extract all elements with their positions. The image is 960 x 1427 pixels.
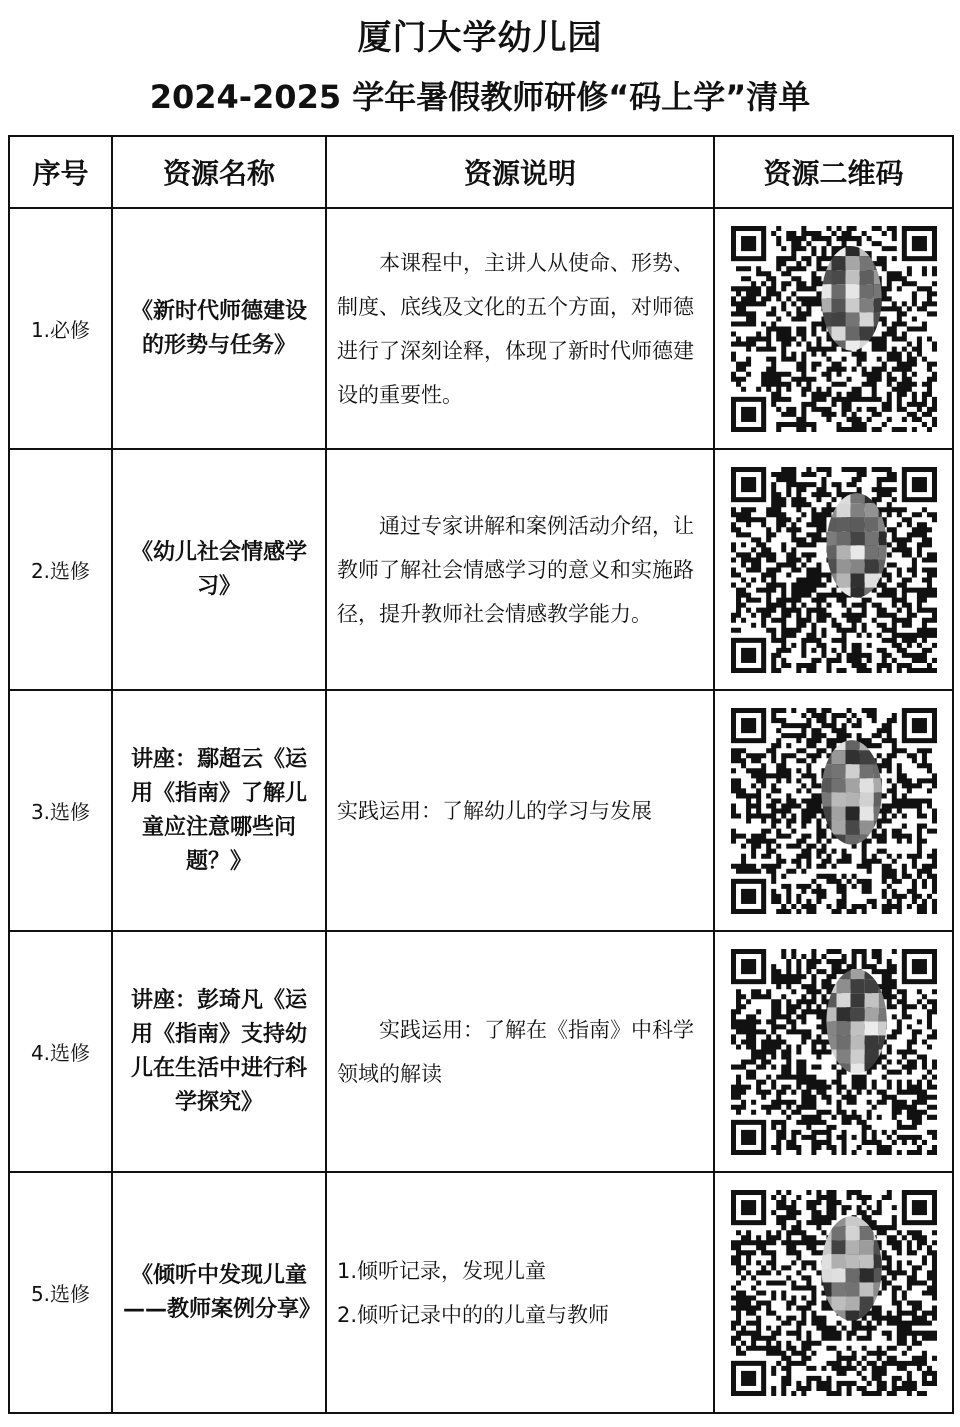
description-line: 本课程中，主讲人从使命、形势、制度、底线及文化的五个方面，对师德进行了深刻诠释，体现了新时代师德建设的重要性。 [337,250,694,407]
table-row [9,449,953,690]
resource-name: 讲座：鄢超云《运用《指南》了解儿童应注意哪些问题？》 [112,690,326,931]
qr-code-icon [731,1190,937,1396]
table-row [9,1172,953,1413]
resource-name: 《幼儿社会情感学习》 [112,449,326,690]
table-row [9,690,953,931]
row-seq: 5.选修 [9,1172,112,1413]
resource-description [326,208,714,449]
row-seq: 3.选修 [9,690,112,931]
qr-cell [714,931,953,1172]
description-line: 通过专家讲解和案例活动介绍，让教师了解社会情感学习的意义和实施路径，提升教师社会情感教学能力。 [337,513,694,626]
column-header-qr: 资源二维码 [714,136,953,208]
resource-name: 《新时代师德建设的形势与任务》 [112,208,326,449]
school-title: 厦门大学幼儿园 [357,18,603,58]
resource-description [326,1172,714,1413]
column-header-seq: 序号 [9,136,112,208]
description-line: 1.倾听记录，发现儿童 [337,1258,547,1283]
table-row [9,931,953,1172]
description-line: 实践运用：了解在《指南》中科学领域的解读 [337,1017,694,1086]
qr-cell [714,690,953,931]
resource-name: 《倾听中发现儿童——教师案例分享》 [112,1172,326,1413]
column-header-name: 资源名称 [112,136,326,208]
qr-cell [714,208,953,449]
qr-code-icon [731,949,937,1155]
table-header-row [9,136,953,208]
description-line: 实践运用：了解幼儿的学习与发展 [337,798,652,823]
row-seq: 4.选修 [9,931,112,1172]
table-row [9,208,953,449]
qr-code-icon [731,708,937,914]
list-title: 2024-2025 学年暑假教师研修“码上学”清单 [149,78,811,116]
column-header-desc: 资源说明 [326,136,714,208]
row-seq: 2.选修 [9,449,112,690]
qr-cell [714,1172,953,1413]
resource-description [326,449,714,690]
qr-code-icon [731,226,937,432]
resource-table [8,135,954,1414]
resource-name: 讲座：彭琦凡《运用《指南》支持幼儿在生活中进行科学探究》 [112,931,326,1172]
row-seq: 1.必修 [9,208,112,449]
description-line: 2.倾听记录中的的儿童与教师 [337,1302,610,1327]
qr-cell [714,449,953,690]
resource-description [326,690,714,931]
qr-code-icon [731,467,937,673]
resource-description [326,931,714,1172]
